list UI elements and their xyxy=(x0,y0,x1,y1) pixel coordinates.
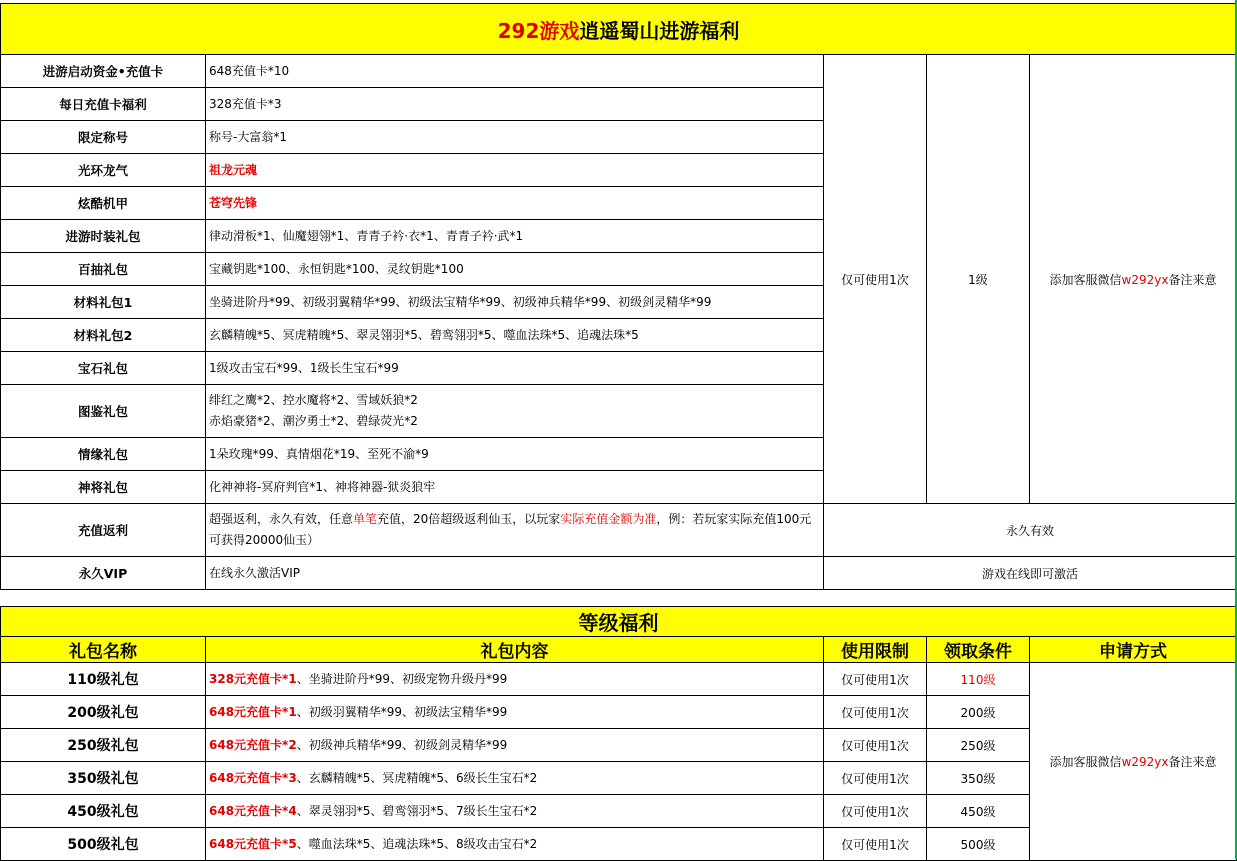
card-text: 648元充值卡*5 xyxy=(209,836,297,851)
vip-label: 永久VIP xyxy=(1,557,206,590)
vip-content: 在线永久激活VIP xyxy=(206,557,824,590)
rebate-text: 超强返利，永久有效，任意 xyxy=(209,512,354,526)
package-name: 110级礼包 xyxy=(1,663,206,696)
header-cell: 礼包名称 xyxy=(1,637,206,663)
row-content: 苍穹先锋 xyxy=(206,187,824,220)
apply-suffix: 备注来意 xyxy=(1168,272,1217,287)
title-brand: 292游戏 xyxy=(497,18,580,43)
card-text: 648元充值卡*1 xyxy=(209,704,297,719)
row-label: 炫酷机甲 xyxy=(1,187,206,220)
apply-method-cell xyxy=(1030,663,1237,861)
header-cell: 领取条件 xyxy=(927,637,1030,663)
row-label: 光环龙气 xyxy=(1,154,206,187)
level-requirement: 110级 xyxy=(927,663,1030,696)
header-cell: 礼包内容 xyxy=(206,637,824,663)
items-text: 、坐骑进阶丹*99、初级宠物升级丹*99 xyxy=(296,671,508,686)
items-text: 、噬血法珠*5、追魂法珠*5、8级攻击宝石*2 xyxy=(296,836,538,851)
row-label: 限定称号 xyxy=(1,121,206,154)
content-line: 赤焰豪猪*2、潮汐勇士*2、碧绿荧光*2 xyxy=(209,414,418,428)
row-content xyxy=(206,385,824,438)
package-content xyxy=(206,828,824,861)
row-content: 称号-大富翁*1 xyxy=(206,121,824,154)
package-name: 350级礼包 xyxy=(1,762,206,795)
package-name: 500级礼包 xyxy=(1,828,206,861)
apply-suffix: 备注来意 xyxy=(1168,755,1217,769)
rebate-validity: 永久有效 xyxy=(824,504,1237,557)
row-label: 神将礼包 xyxy=(1,471,206,504)
items-text: 、玄麟精魄*5、冥虎精魄*5、6级长生宝石*2 xyxy=(296,770,538,785)
rebate-label: 充值返利 xyxy=(1,504,206,557)
package-content xyxy=(206,663,824,696)
row-content: 玄麟精魄*5、冥虎精魄*5、翠灵翎羽*5、碧鸾翎羽*5、噬血法珠*5、追魂法珠*5 xyxy=(206,319,824,352)
row-label: 百抽礼包 xyxy=(1,253,206,286)
rebate-content xyxy=(206,504,824,557)
header-cell: 申请方式 xyxy=(1030,637,1237,663)
row-content: 648充值卡*10 xyxy=(206,55,824,88)
usage-limit: 仅可使用1次 xyxy=(824,762,927,795)
package-content xyxy=(206,795,824,828)
rebate-highlight: 实际充值金额为准 xyxy=(560,512,657,526)
usage-limit: 仅可使用1次 xyxy=(824,795,927,828)
package-name: 250级礼包 xyxy=(1,729,206,762)
level-requirement: 350级 xyxy=(927,762,1030,795)
row-content: 祖龙元魂 xyxy=(206,154,824,187)
row-label: 进游时装礼包 xyxy=(1,220,206,253)
row-label: 情缘礼包 xyxy=(1,438,206,471)
title-text: 逍遥蜀山进游福利 xyxy=(579,18,740,43)
package-content xyxy=(206,729,824,762)
apply-method-cell xyxy=(1030,55,1237,504)
level-requirement-cell: 1级 xyxy=(927,55,1030,504)
section-title: 等级福利 xyxy=(1,607,1237,637)
row-label: 图鉴礼包 xyxy=(1,385,206,438)
package-name: 450级礼包 xyxy=(1,795,206,828)
wechat-id: w292yx xyxy=(1121,755,1169,769)
card-text: 328元充值卡*1 xyxy=(209,671,297,686)
usage-limit: 仅可使用1次 xyxy=(824,663,927,696)
row-label: 宝石礼包 xyxy=(1,352,206,385)
items-text: 、初级神兵精华*99、初级剑灵精华*99 xyxy=(296,737,508,752)
vip-note: 游戏在线即可激活 xyxy=(824,557,1237,590)
row-label: 材料礼包2 xyxy=(1,319,206,352)
usage-limit: 仅可使用1次 xyxy=(824,696,927,729)
header-cell: 使用限制 xyxy=(824,637,927,663)
table-row xyxy=(1,663,1237,696)
usage-limit: 仅可使用1次 xyxy=(824,729,927,762)
card-text: 648元充值卡*4 xyxy=(209,803,297,818)
level-benefits-table xyxy=(0,606,1237,861)
level-requirement: 250级 xyxy=(927,729,1030,762)
rebate-highlight: 单笔 xyxy=(353,512,378,526)
row-label: 进游启动资金•充值卡 xyxy=(1,55,206,88)
row-content: 律动滑板*1、仙魔翅翎*1、青青子衿·衣*1、青青子衿·武*1 xyxy=(206,220,824,253)
benefits-table xyxy=(0,3,1237,590)
row-content: 宝藏钥匙*100、永恒钥匙*100、灵纹钥匙*100 xyxy=(206,253,824,286)
row-content: 328充值卡*3 xyxy=(206,88,824,121)
package-content xyxy=(206,696,824,729)
level-requirement: 450级 xyxy=(927,795,1030,828)
level-requirement: 500级 xyxy=(927,828,1030,861)
content-line: 绯红之鹰*2、控水魔将*2、雪域妖狼*2 xyxy=(209,393,418,407)
rebate-text: 充值，20倍超级返利仙玉，以玩家 xyxy=(377,512,561,526)
row-label: 材料礼包1 xyxy=(1,286,206,319)
items-text: 、翠灵翎羽*5、碧鸾翎羽*5、7级长生宝石*2 xyxy=(296,803,538,818)
page-title xyxy=(1,4,1237,55)
row-content: 1朵玫瑰*99、真情烟花*19、至死不渝*9 xyxy=(206,438,824,471)
card-text: 648元充值卡*3 xyxy=(209,770,297,785)
usage-limit: 仅可使用1次 xyxy=(824,828,927,861)
level-requirement: 200级 xyxy=(927,696,1030,729)
card-text: 648元充值卡*2 xyxy=(209,737,297,752)
apply-prefix: 添加客服微信 xyxy=(1049,272,1122,287)
row-content: 化神神将-冥府判官*1、神将神器-狱炎狼牢 xyxy=(206,471,824,504)
items-text: 、初级羽翼精华*99、初级法宝精华*99 xyxy=(296,704,508,719)
table-gap xyxy=(0,590,1237,606)
usage-limit-cell: 仅可使用1次 xyxy=(824,55,927,504)
wechat-id: w292yx xyxy=(1121,272,1169,287)
rebate-text: ，例：若玩家实际充值100元可获得20000仙玉） xyxy=(209,512,812,547)
package-content xyxy=(206,762,824,795)
row-content: 1级攻击宝石*99、1级长生宝石*99 xyxy=(206,352,824,385)
row-label: 每日充值卡福利 xyxy=(1,88,206,121)
row-content: 坐骑进阶丹*99、初级羽翼精华*99、初级法宝精华*99、初级神兵精华*99、初级剑灵精华*99 xyxy=(206,286,824,319)
package-name: 200级礼包 xyxy=(1,696,206,729)
apply-prefix: 添加客服微信 xyxy=(1049,755,1122,769)
